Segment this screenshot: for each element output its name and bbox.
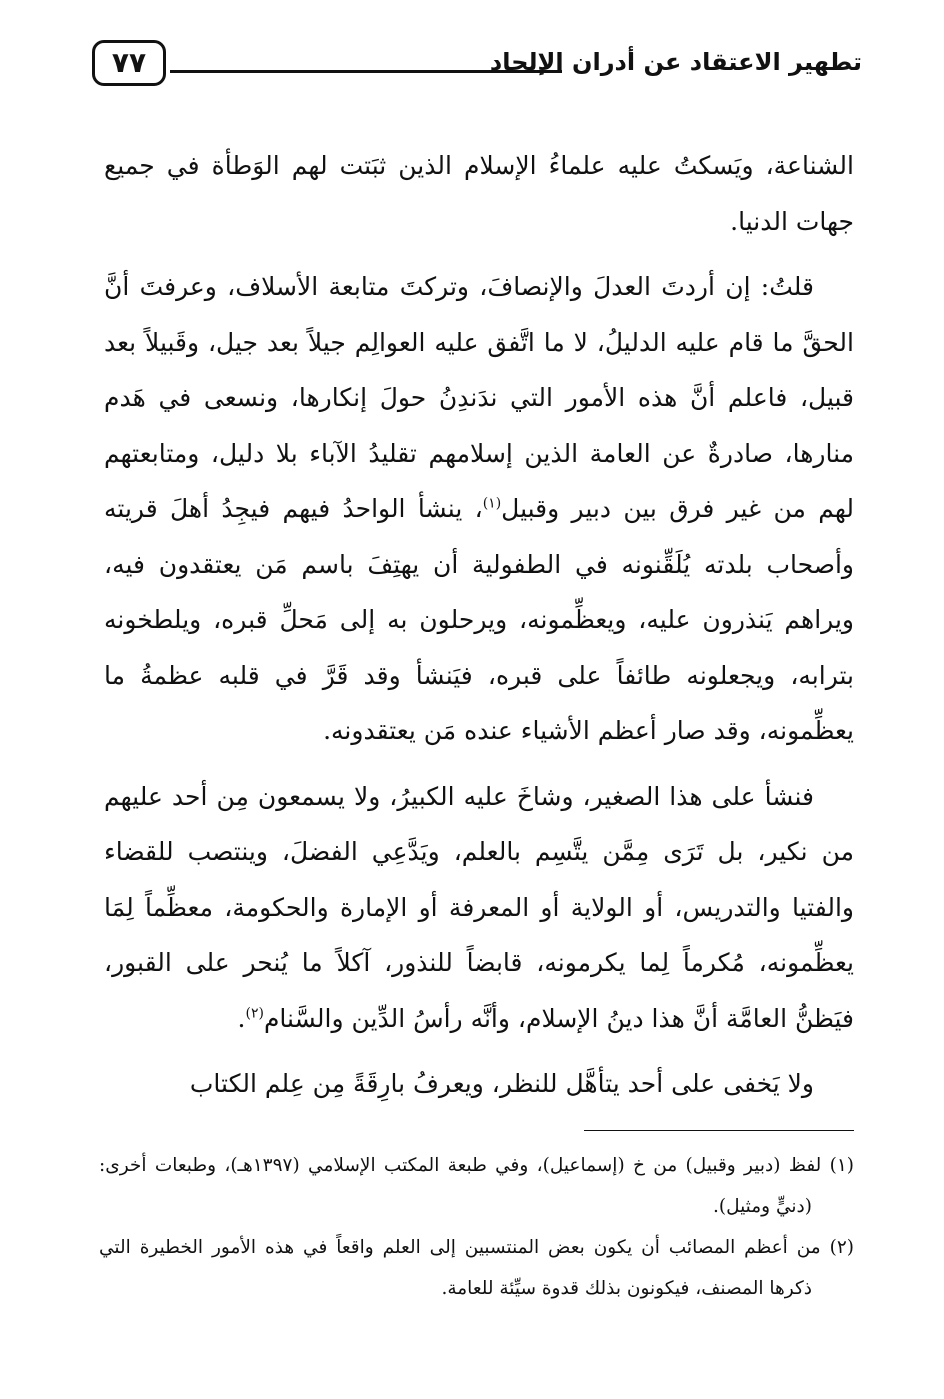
footnote-ref-1[interactable]: (١) bbox=[482, 495, 502, 512]
footnote-separator bbox=[584, 1130, 854, 1131]
footnote-1: (١) لفظ (دبير وقبيل) من خ (إسماعيل)، وفي طبعة المكتب الإسلامي (١٣٩٧هـ)، وطبعات أخرى: (دنيٍّ ومثيل). bbox=[99, 1155, 855, 1217]
paragraph-1: الشناعة، ويَسكتُ عليه علماءُ الإسلام الذين ثبَتت لهم الوَطأة في جميع جهات الدنيا. bbox=[104, 151, 854, 236]
paragraph-2-part-b: ، ينشأ الواحدُ فيهم فيجِدُ أهلَ قريته وأصحاب بلدته يُلَقِّنونه في الطفولية أن يهتِفَ باسم مَن يعتقدون فيه، ويراهم يَنذرون عليه، ويعظِّمونه، ويرحلون به إلى مَحلِّ قبره، ويلطخونه بترابه، ويجعلونه طائفاً على قبره، فيَنشأ وقد قَرَّ في قلبه عظمةُ ما يعظِّمونه، وقد صار أعظم الأشياء عنده مَن يعتقدونه. bbox=[104, 494, 854, 745]
running-title: تطهير الاعتقاد عن أدران الإلحاد bbox=[489, 48, 862, 76]
paragraph-3-end: . bbox=[237, 1003, 246, 1033]
page-number: ٧٧ bbox=[92, 40, 166, 86]
paragraph-3 bbox=[104, 769, 854, 1047]
footnote-ref-2[interactable]: (٢) bbox=[245, 1005, 264, 1022]
paragraph-3-part-a: فنشأ على هذا الصغير، وشاخَ عليه الكبيرُ، ولا يسمعون مِن أحد عليهم من نكير، بل تَرَى مِمَّن يتَّسِم بالعلم، ويَدَّعِي الفضلَ، وينتصب للقضاء والفتيا والتدريس، أو الولاية أو المعرفة أو الإمارة والحكومة، معظِّماً لِمَا يعظِّمونه، مُكرماً لِما يكرمونه، قابضاً للنذور، آكلاً ما يُنحر على القبور، فيَظنُّ العامَّة أنَّ هذا دينُ الإسلام، وأنَّه رأسُ الدِّين والسَّنام bbox=[104, 781, 854, 1033]
footnote-2: (٢) من أعظم المصائب أن يكون بعض المنتسبين إلى العلم واقعاً في هذه الأمور الخطيرة التي ذكرها المصنف، فيكونون بذلك قدوة سيِّئة للعامة. bbox=[99, 1237, 854, 1299]
paragraph-2 bbox=[104, 259, 854, 759]
main-text bbox=[104, 138, 854, 1122]
paragraph-2-part-a: قلتُ: إن أردتَ العدلَ والإنصافَ، وتركتَ متابعة الأسلاف، وعرفتَ أنَّ الحقَّ ما قام عليه الدليلُ، لا ما اتَّفق عليه العوالِم جيلاً بعد جيل، وقَبيلاً بعد قبيل، فاعلم أنَّ هذه الأمور التي ندَندِنُ حولَ إنكارها، ونسعى في هَدم منارها، صادرةٌ عن العامة الذين إسلامهم تقليدُ الآباء بلا دليل، ومتابعتهم لهم من غير فرق بين دبير وقبيل bbox=[104, 272, 854, 523]
page-header bbox=[92, 36, 862, 92]
paragraph-4: ولا يَخفى على أحد يتأهَّل للنظر، ويعرفُ بارِقَةً مِن عِلم الكتاب bbox=[189, 1069, 814, 1098]
footnotes bbox=[99, 1145, 854, 1309]
header-rule bbox=[170, 70, 562, 73]
